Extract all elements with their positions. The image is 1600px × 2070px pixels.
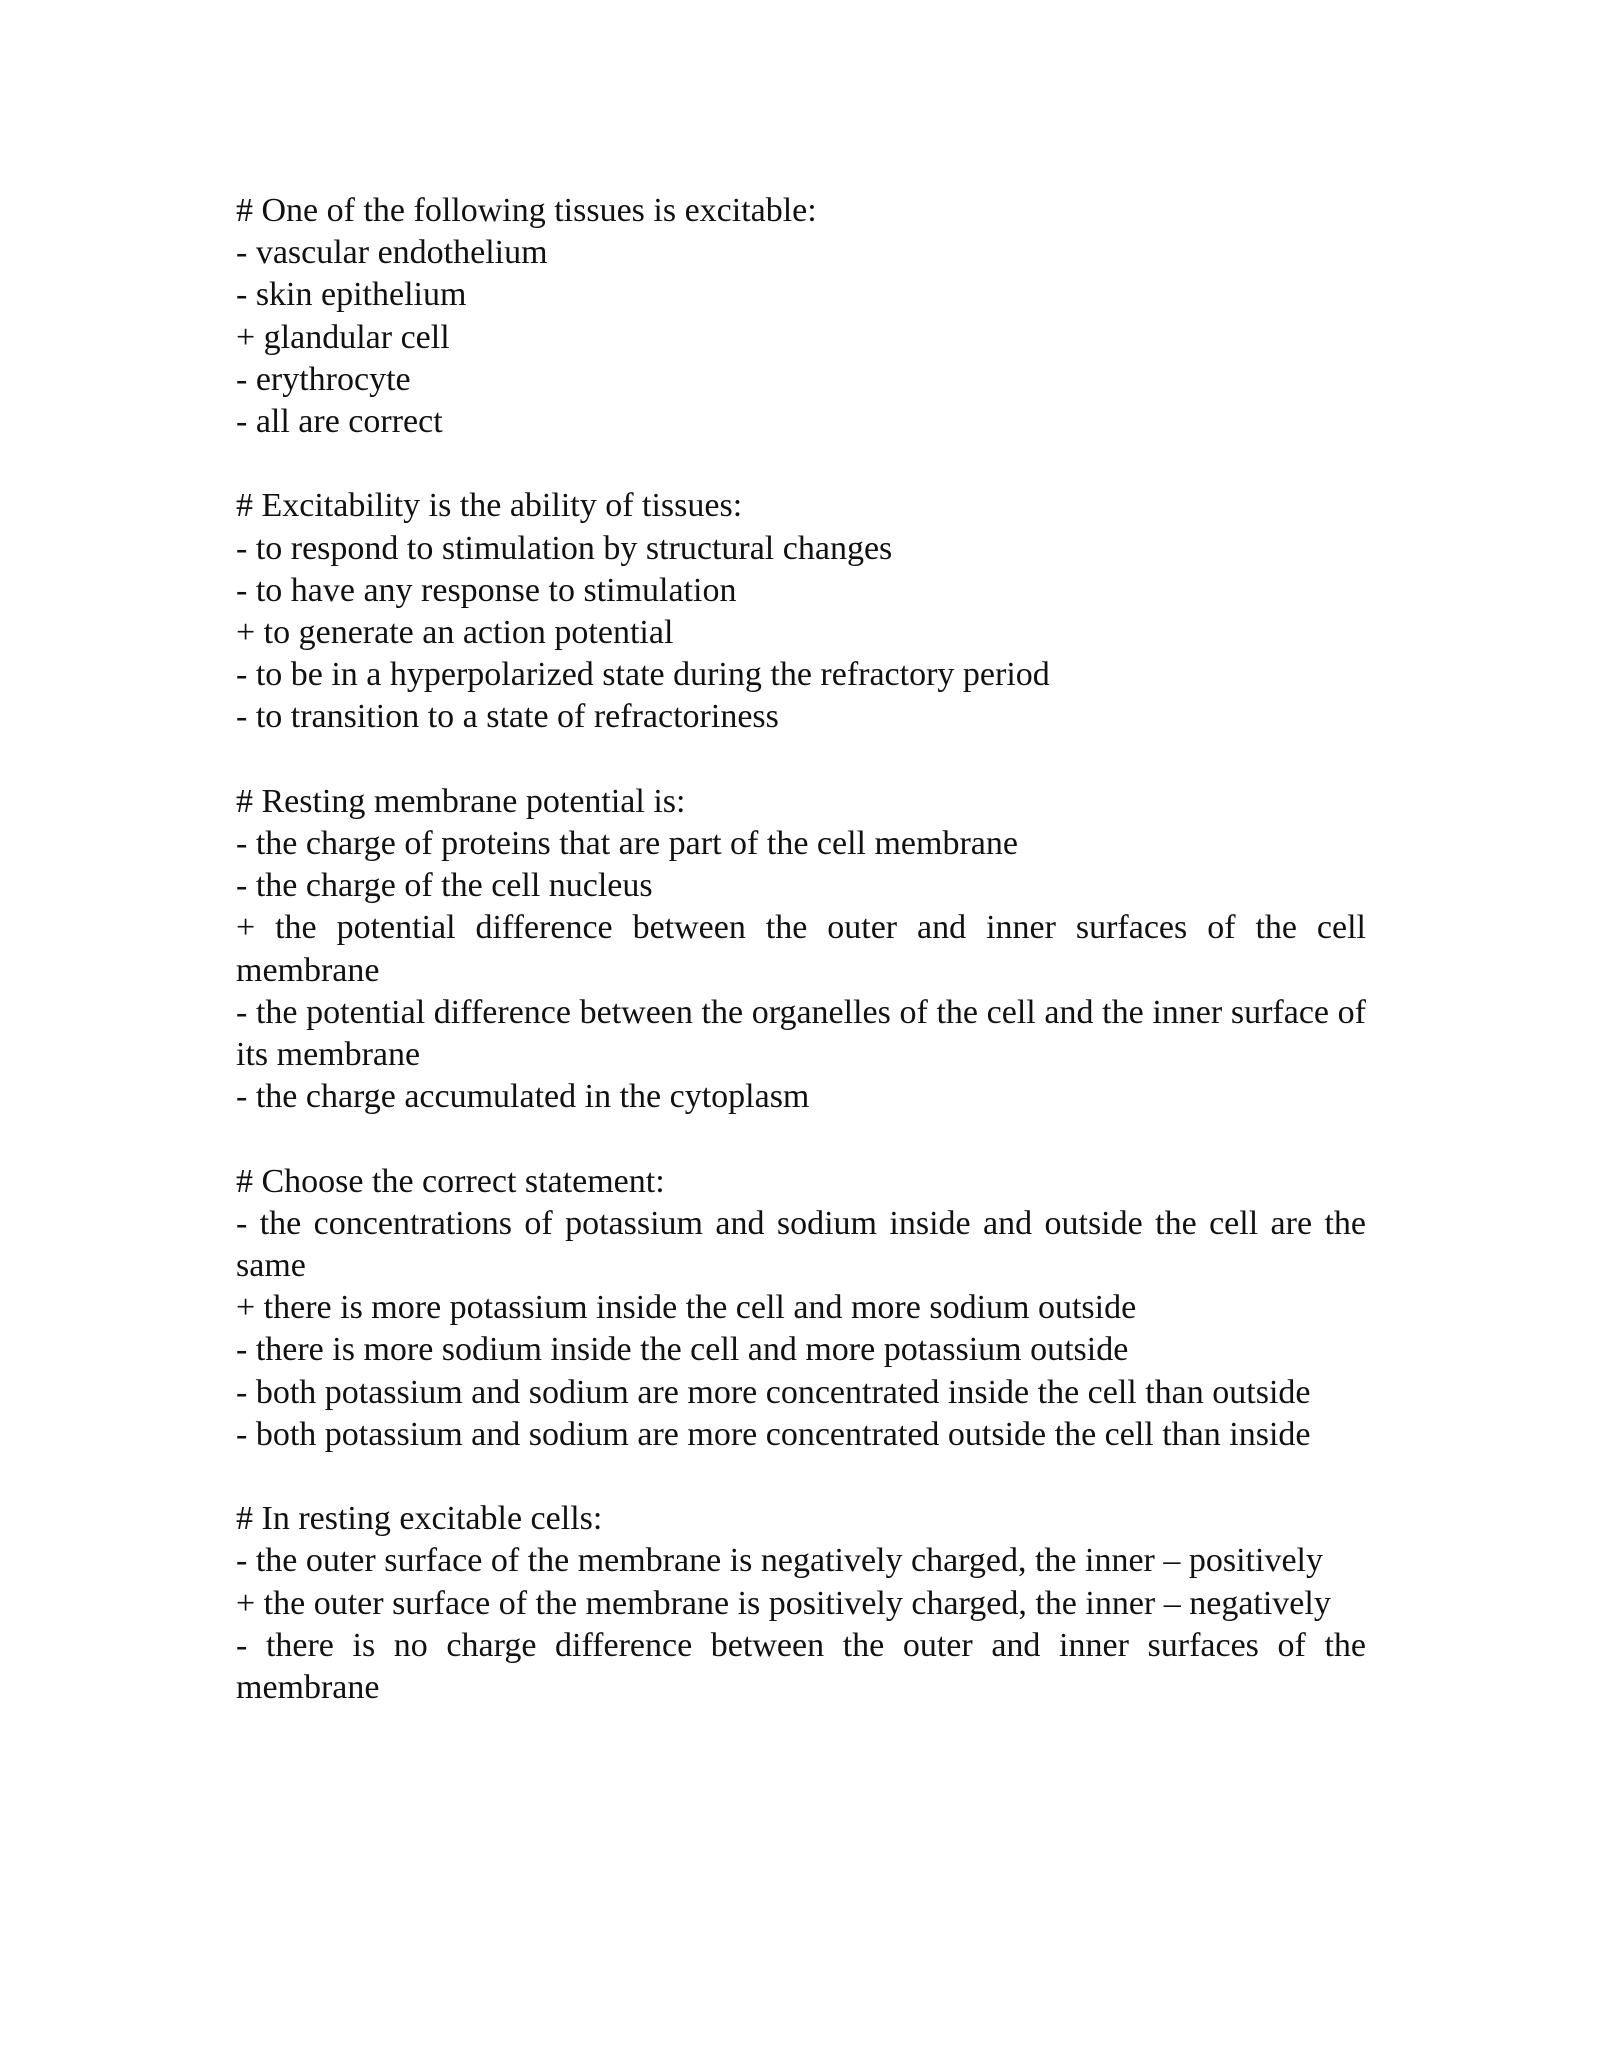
answer-option-correct: + glandular cell — [236, 318, 450, 356]
answer-option: - skin epithelium — [236, 276, 467, 314]
answer-option: - there is no charge difference between the outer and inner surfaces of the membrane — [236, 1626, 1366, 1707]
question-stem: # One of the following tissues is excitable: — [236, 192, 817, 229]
question-stem: # Excitability is the ability of tissues: — [236, 487, 743, 525]
answer-option-correct: + the potential difference between the outer and inner surfaces of the cell membrane — [236, 909, 1366, 989]
question-block — [236, 190, 1366, 443]
answer-option: - to have any response to stimulation — [236, 571, 737, 609]
answer-option: - to respond to stimulation by structural changes — [236, 529, 893, 567]
question-stem: # In resting excitable cells: — [236, 1500, 603, 1538]
answer-option: - the outer surface of the membrane is negatively charged, the inner – positively — [236, 1542, 1323, 1580]
document-page — [236, 190, 1366, 1751]
question-block — [236, 781, 1366, 1119]
answer-option: - all are correct — [236, 403, 443, 441]
answer-option: - the charge accumulated in the cytoplasm — [236, 1078, 810, 1116]
answer-option: - the charge of the cell nucleus — [236, 867, 653, 905]
answer-option: - there is more sodium inside the cell and more potassium outside — [236, 1331, 1129, 1369]
answer-option-correct: + there is more potassium inside the cell and more sodium outside — [236, 1289, 1137, 1327]
question-stem: # Choose the correct statement: — [236, 1162, 665, 1200]
answer-option: - erythrocyte — [236, 360, 411, 398]
answer-option: - the charge of proteins that are part of the cell membrane — [236, 825, 1018, 863]
question-block — [236, 1498, 1366, 1709]
question-block — [236, 1161, 1366, 1456]
answer-option-correct: + the outer surface of the membrane is positively charged, the inner – negatively — [236, 1584, 1331, 1622]
answer-option: - the potential difference between the organelles of the cell and the inner surface of its membrane — [236, 993, 1366, 1074]
answer-option: - to transition to a state of refractoriness — [236, 698, 779, 736]
answer-option: - both potassium and sodium are more concentrated inside the cell than outside — [236, 1373, 1311, 1411]
question-block — [236, 485, 1366, 738]
question-stem: # Resting membrane potential is: — [236, 782, 686, 820]
answer-option: - vascular endothelium — [236, 234, 548, 272]
answer-option: - to be in a hyperpolarized state during the refractory period — [236, 656, 1050, 694]
answer-option: - both potassium and sodium are more concentrated outside the cell than inside — [236, 1415, 1311, 1453]
answer-option: - the concentrations of potassium and sodium inside and outside the cell are the same — [236, 1204, 1366, 1285]
answer-option-correct: + to generate an action potential — [236, 614, 674, 652]
